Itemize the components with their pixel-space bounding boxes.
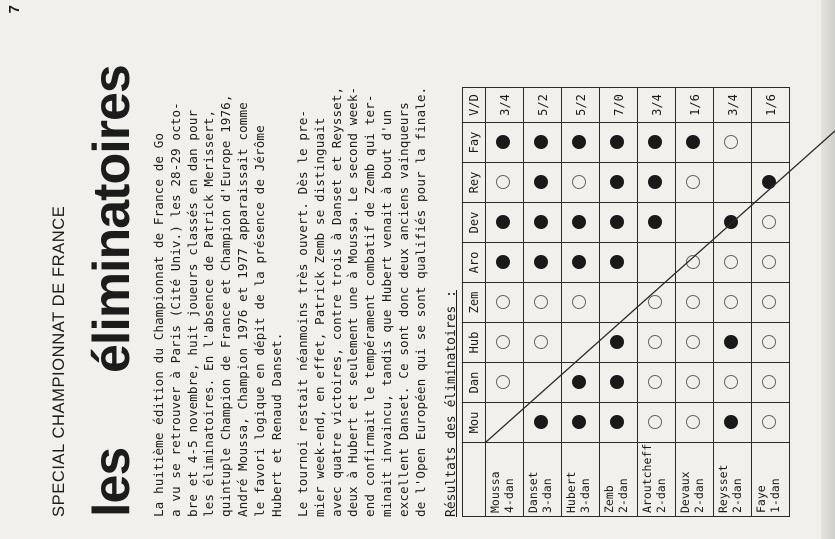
result-cell — [714, 403, 752, 443]
column-header: Aro — [463, 243, 486, 283]
win-marker-icon — [648, 136, 662, 150]
result-cell — [676, 163, 714, 203]
result-cell — [486, 283, 524, 323]
result-cell — [524, 323, 562, 363]
win-marker-icon — [534, 416, 548, 430]
result-cell — [562, 203, 600, 243]
table-body — [486, 88, 790, 517]
result-cell — [524, 283, 562, 323]
loss-marker-icon — [686, 336, 700, 350]
result-cell — [752, 123, 790, 163]
player-cell — [638, 443, 676, 517]
win-marker-icon — [534, 216, 548, 230]
intro-paragraph — [151, 0, 285, 517]
table-row — [562, 88, 600, 517]
loss-marker-icon — [534, 296, 548, 310]
text-line: Le tournoi restait néanmoins très ouvert. Dès le pre- — [295, 109, 310, 517]
player-name: Reysset — [716, 464, 730, 513]
result-cell — [752, 243, 790, 283]
text-line: le favori logique en dépit de la présence de Jérôme — [251, 125, 267, 517]
player-rank: 2-dan — [654, 478, 668, 513]
player-name: Danset — [526, 471, 540, 513]
vd-cell: 3/4 — [638, 88, 676, 123]
result-cell — [600, 163, 638, 203]
win-marker-icon — [648, 176, 662, 190]
player-cell — [752, 443, 790, 517]
text-line: André Moussa, Champion 1976 et 1977 apparaissait comme — [234, 102, 250, 517]
win-marker-icon — [762, 176, 776, 190]
result-cell — [676, 203, 714, 243]
loss-marker-icon — [648, 296, 662, 310]
result-cell — [714, 123, 752, 163]
page-title: éliminatoires — [83, 65, 141, 373]
player-rank: 2-dan — [692, 478, 706, 513]
win-marker-icon — [572, 376, 586, 390]
result-cell — [600, 363, 638, 403]
win-marker-icon — [534, 256, 548, 270]
table-row — [524, 88, 562, 517]
win-marker-icon — [610, 376, 624, 390]
win-marker-icon — [496, 136, 510, 150]
text-line: a vu se retrouver à Paris (Cité Univ.) les 28-29 octo- — [167, 102, 183, 517]
result-cell — [676, 123, 714, 163]
result-cell — [638, 123, 676, 163]
loss-marker-icon — [572, 176, 586, 190]
player-name: Moussa — [488, 471, 502, 513]
result-cell — [486, 323, 524, 363]
win-marker-icon — [610, 336, 624, 350]
win-marker-icon — [572, 216, 586, 230]
win-marker-icon — [724, 336, 738, 350]
table-row — [638, 88, 676, 517]
win-marker-icon — [496, 216, 510, 230]
result-cell — [562, 243, 600, 283]
loss-marker-icon — [496, 376, 510, 390]
text-line: les éliminatoires. En l'absence de Patrick Merissert, — [201, 109, 217, 517]
loss-marker-icon — [686, 296, 700, 310]
player-name: Faye — [754, 485, 768, 513]
loss-marker-icon — [762, 296, 776, 310]
loss-marker-icon — [762, 216, 776, 230]
text-line: Hubert et Renaud Danset. — [268, 332, 284, 517]
vd-cell: 1/6 — [676, 88, 714, 123]
result-cell — [486, 163, 524, 203]
player-rank: 1-dan — [768, 478, 782, 513]
loss-marker-icon — [724, 136, 738, 150]
result-cell — [676, 323, 714, 363]
loss-marker-icon — [648, 376, 662, 390]
player-rank: 4-dan — [502, 478, 516, 513]
table-header-row — [463, 88, 486, 517]
text-line: mier week-end, en effet, Patrick Zemb se distinguait — [311, 117, 327, 517]
result-cell — [562, 123, 600, 163]
vd-cell: 5/2 — [562, 88, 600, 123]
loss-marker-icon — [686, 376, 700, 390]
vd-cell: 1/6 — [752, 88, 790, 123]
loss-marker-icon — [686, 256, 700, 270]
loss-marker-icon — [686, 416, 700, 430]
table-row — [486, 88, 524, 517]
page-number: 7 — [6, 5, 23, 14]
vd-cell: 5/2 — [524, 88, 562, 123]
table-row — [752, 88, 790, 517]
result-cell — [486, 363, 524, 403]
loss-marker-icon — [724, 296, 738, 310]
player-cell — [714, 443, 752, 517]
win-marker-icon — [610, 216, 624, 230]
player-rank: 3-dan — [578, 478, 592, 513]
text-line: excellent Danset. Ce sont donc deux anciens vainqueurs — [395, 102, 411, 517]
result-cell — [524, 363, 562, 403]
result-cell — [486, 203, 524, 243]
loss-marker-icon — [762, 416, 776, 430]
player-cell — [676, 443, 714, 517]
win-marker-icon — [686, 136, 700, 150]
result-cell — [562, 323, 600, 363]
table-row — [676, 88, 714, 517]
loss-marker-icon — [762, 376, 776, 390]
text-line: de l'Open Européen qui se sont qualifiés pour la finale. — [412, 86, 428, 517]
loss-marker-icon — [496, 296, 510, 310]
table-row — [600, 88, 638, 517]
result-cell — [600, 323, 638, 363]
win-marker-icon — [648, 216, 662, 230]
column-header: Hub — [463, 323, 486, 363]
loss-marker-icon — [534, 336, 548, 350]
result-cell — [638, 243, 676, 283]
player-cell — [562, 443, 600, 517]
result-cell — [524, 123, 562, 163]
result-cell — [752, 363, 790, 403]
player-name: Zemb — [602, 485, 616, 513]
text-line: bre et 4-5 novembre, huit joueurs classés en dan pour — [184, 109, 200, 517]
column-header: Dev — [463, 203, 486, 243]
win-marker-icon — [572, 416, 586, 430]
win-marker-icon — [572, 136, 586, 150]
title-les: les — [83, 447, 141, 517]
loss-marker-icon — [648, 416, 662, 430]
column-header: Rey — [463, 163, 486, 203]
win-marker-icon — [534, 136, 548, 150]
result-cell — [752, 203, 790, 243]
text-line: end confirmait le tempérament combatif de Zemb qui ter- — [362, 94, 378, 517]
result-cell — [638, 203, 676, 243]
win-marker-icon — [496, 256, 510, 270]
result-cell — [562, 403, 600, 443]
win-marker-icon — [572, 256, 586, 270]
column-header: Zem — [463, 283, 486, 323]
result-cell — [486, 403, 524, 443]
results-heading: Résultats des éliminatoires : — [444, 290, 459, 517]
result-cell — [600, 283, 638, 323]
loss-marker-icon — [724, 256, 738, 270]
player-rank: 3-dan — [540, 478, 554, 513]
player-rank: 2-dan — [616, 478, 630, 513]
name-column-header — [463, 443, 486, 517]
loss-marker-icon — [572, 296, 586, 310]
result-cell — [600, 403, 638, 443]
loss-marker-icon — [496, 336, 510, 350]
text-line: quintuple Champion de France et Champion d'Europe 1976, — [218, 94, 234, 517]
result-cell — [524, 203, 562, 243]
text-line: minait invaincu, tandis que Hubert venait à bout d'un — [378, 109, 394, 517]
result-cell — [524, 163, 562, 203]
table-row — [714, 88, 752, 517]
result-cell — [524, 403, 562, 443]
win-marker-icon — [724, 216, 738, 230]
result-cell — [752, 323, 790, 363]
loss-marker-icon — [686, 176, 700, 190]
win-marker-icon — [610, 416, 624, 430]
loss-marker-icon — [648, 336, 662, 350]
result-cell — [714, 363, 752, 403]
player-name: Aroutcheff — [640, 443, 654, 513]
player-name: Devaux — [678, 471, 692, 513]
player-cell — [600, 443, 638, 517]
result-cell — [676, 403, 714, 443]
results-table — [462, 87, 790, 517]
result-cell — [638, 403, 676, 443]
vd-cell: 3/4 — [714, 88, 752, 123]
result-cell — [676, 243, 714, 283]
loss-marker-icon — [724, 376, 738, 390]
player-name: Hubert — [564, 471, 578, 513]
text-line: La huitième édition du Championnat de France de Go — [151, 132, 166, 517]
result-cell — [562, 363, 600, 403]
win-marker-icon — [534, 176, 548, 190]
result-cell — [714, 243, 752, 283]
result-cell — [676, 283, 714, 323]
result-cell — [638, 323, 676, 363]
loss-marker-icon — [762, 256, 776, 270]
win-marker-icon — [610, 176, 624, 190]
section-header: SPECIAL CHAMPIONNAT DE FRANCE — [50, 205, 68, 517]
result-cell — [676, 363, 714, 403]
result-cell — [638, 283, 676, 323]
result-cell — [714, 323, 752, 363]
text-line: deux à Hubert et seulement une à Moussa. Le second week- — [345, 86, 361, 517]
win-marker-icon — [610, 256, 624, 270]
result-cell — [752, 163, 790, 203]
column-header: Dan — [463, 363, 486, 403]
loss-marker-icon — [762, 336, 776, 350]
column-header: Fay — [463, 123, 486, 163]
result-cell — [752, 283, 790, 323]
text-line: avec quatre victoires, contre trois à Danset et Reysset, — [328, 86, 344, 517]
win-marker-icon — [724, 416, 738, 430]
player-cell — [486, 443, 524, 517]
result-cell — [562, 163, 600, 203]
result-cell — [714, 163, 752, 203]
win-marker-icon — [610, 136, 624, 150]
vd-column-header: V/D — [463, 88, 486, 123]
result-cell — [600, 123, 638, 163]
result-cell — [714, 203, 752, 243]
result-cell — [486, 123, 524, 163]
result-cell — [486, 243, 524, 283]
result-cell — [638, 163, 676, 203]
loss-marker-icon — [496, 176, 510, 190]
player-rank: 2-dan — [730, 478, 744, 513]
result-cell — [638, 363, 676, 403]
result-cell — [524, 243, 562, 283]
result-cell — [752, 403, 790, 443]
tournament-paragraph — [295, 0, 429, 517]
vd-cell: 7/0 — [600, 88, 638, 123]
result-cell — [562, 283, 600, 323]
player-cell — [524, 443, 562, 517]
vd-cell: 3/4 — [486, 88, 524, 123]
result-cell — [600, 203, 638, 243]
result-cell — [714, 283, 752, 323]
result-cell — [600, 243, 638, 283]
column-header: Mou — [463, 403, 486, 443]
